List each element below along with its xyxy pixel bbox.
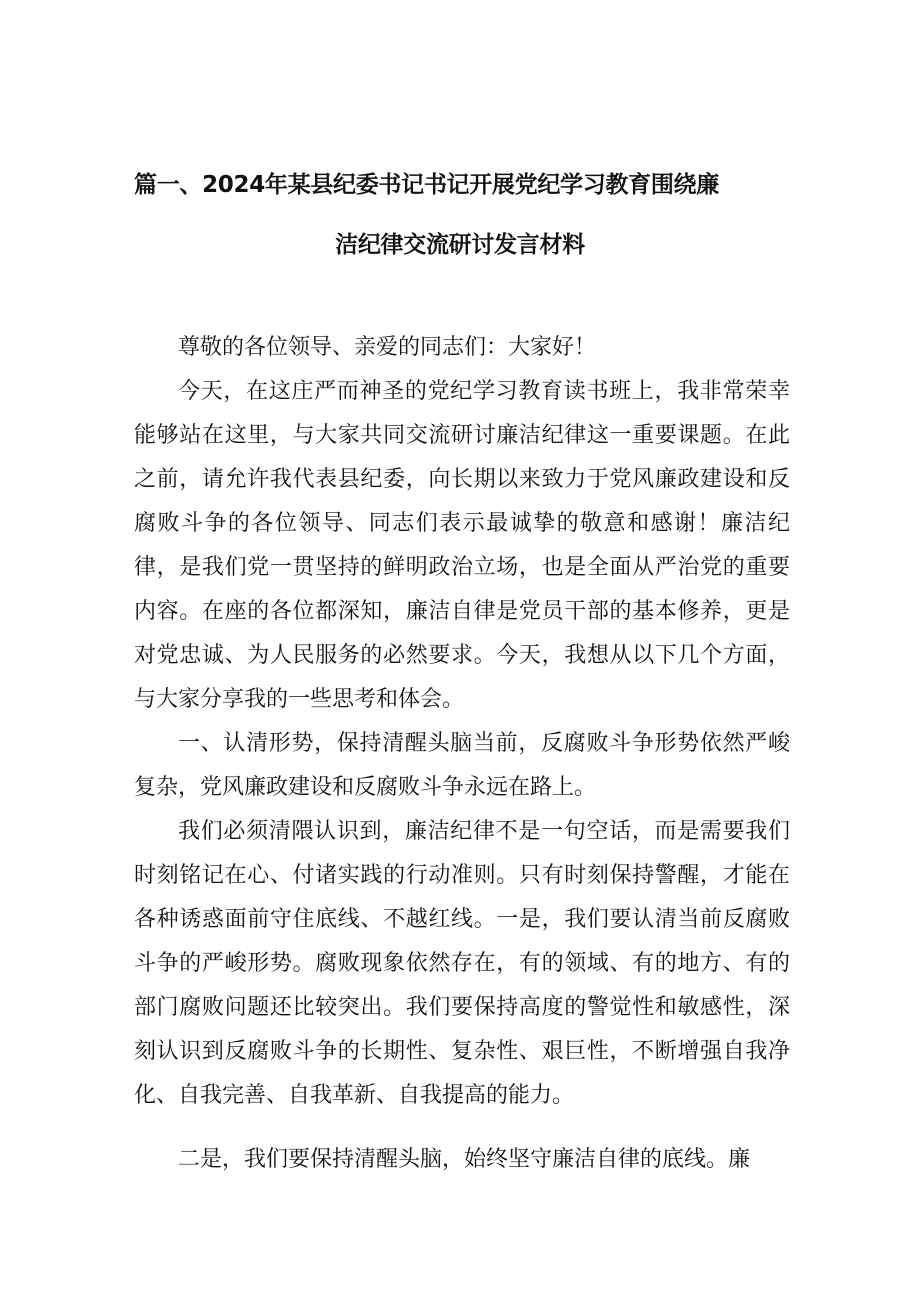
paragraph-introduction: 今天，在这庄严而神圣的党纪学习教育读书班上，我非常荣幸能够站在这里，与大家共同交流研讨廉洁纪律这一重要课题。在此之前，请允许我代表县纪委，向长期以来致力于党风廉政建设和反腐败斗争的各位领导、同志们表示最诚挚的敬意和感谢！廉洁纪律，是我们党一贯坚持的鲜明政治立场，也是全面从严治党的重要内容。在座的各位都深知，廉洁自律是党员干部的基本修养，更是对党忠诚、为人民服务的必然要求。今天，我想从以下几个方面，与大家分享我的一些思考和体会。 — [134, 379, 790, 712]
paragraph-point-two: 二是，我们要保持清醒头脑，始终坚守廉洁自律的底线。廉 — [178, 1147, 751, 1172]
document-title-line-1: 篇一、2024年某县纪委书记书记开展党纪学习教育围绕廉 — [134, 172, 719, 198]
document-body — [134, 326, 790, 1182]
paragraph-section-one-heading: 一、认清形势，保持清醒头脑当前，反腐败斗争形势依然严峻复杂，党风廉政建设和反腐败斗争永远在路上。 — [134, 731, 790, 800]
document-title-line-2: 洁纪律交流研讨发言材料 — [335, 232, 585, 258]
paragraph-greeting: 尊敬的各位领导、亲爱的同志们：大家好！ — [178, 335, 597, 360]
paragraph-section-one-body: 我们必须清隈认识到，廉洁纪律不是一句空话，而是需要我们时刻铭记在心、付诸实践的行动准则。只有时刻保持警醒，才能在各种诱惑面前守住底线、不越红线。一是，我们要认清当前反腐败斗争的严峻形势。腐败现象依然存在，有的领域、有的地方、有的部门腐败问题还比较突出。我们要保持高度的警觉性和敏感性，深刻认识到反腐败斗争的长期性、复杂性、艰巨性，不断增强自我净化、自我完善、自我革新、自我提高的能力。 — [134, 819, 790, 1108]
